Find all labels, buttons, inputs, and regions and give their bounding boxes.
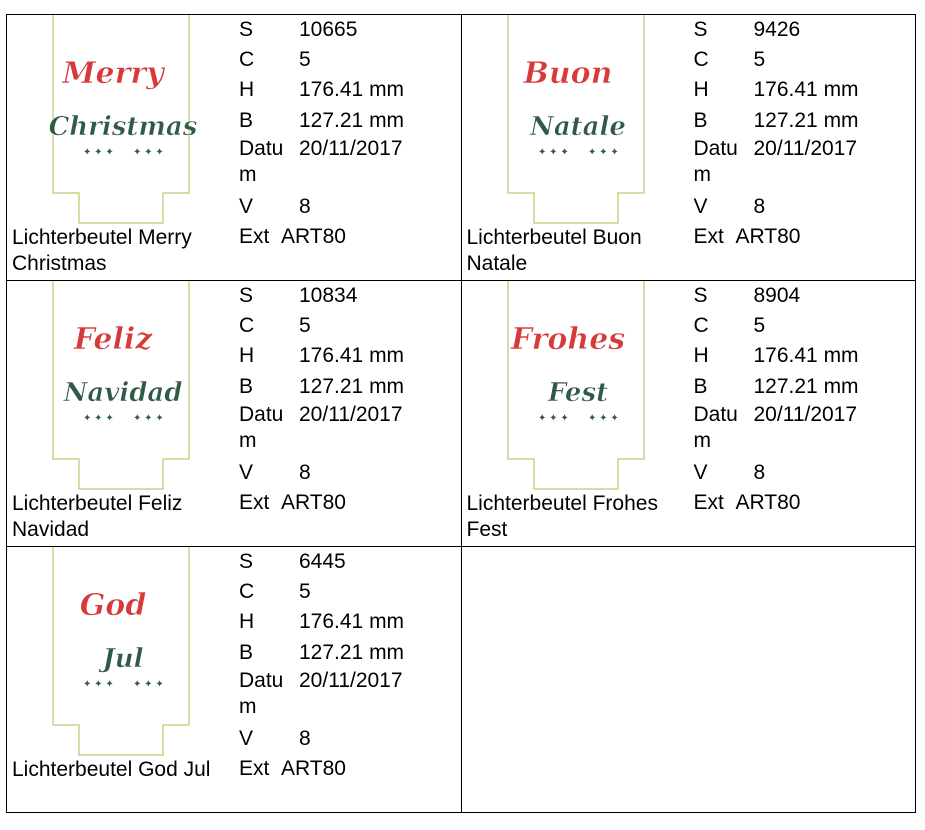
script-word-top: Buon	[523, 56, 612, 91]
design-title: Lichterbeutel Merry Christmas	[12, 226, 192, 275]
date-label: Datu m	[239, 668, 284, 718]
version-value: 8	[753, 460, 766, 484]
stitches-value: 10665	[299, 18, 358, 41]
extension-label: Ext	[239, 225, 270, 249]
colors-value: 5	[753, 48, 766, 72]
height-label: H	[239, 78, 255, 102]
script-word-bottom: Jul	[102, 644, 144, 674]
design-title: Lichterbeutel Feliz Navidad	[12, 492, 183, 541]
svg-text:✦ ✦ ✦: ✦ ✦ ✦	[133, 413, 164, 424]
stitches-label: S	[693, 18, 708, 41]
svg-text:✦ ✦ ✦: ✦ ✦ ✦	[83, 413, 114, 424]
extension-value: ART80	[735, 491, 801, 515]
design-cell	[7, 547, 462, 813]
version-value: 8	[299, 726, 311, 750]
width-label: B	[239, 374, 254, 398]
script-word-bottom: Natale	[529, 112, 626, 142]
width-value: 127.21 mm	[753, 374, 859, 398]
script-word-bottom: Christmas	[48, 112, 198, 142]
design-title: Lichterbeutel Frohes Fest	[466, 492, 658, 541]
script-word-bottom: Fest	[547, 378, 608, 408]
colors-value: 5	[299, 48, 311, 72]
stitches-label: S	[693, 284, 708, 307]
design-cell	[461, 15, 916, 281]
script-word-bottom: Navidad	[63, 378, 183, 408]
stitches-value: 8904	[753, 284, 801, 307]
design-cell	[7, 15, 462, 281]
date-value: 20/11/2017	[753, 136, 858, 160]
svg-text:✦ ✦ ✦: ✦ ✦ ✦	[83, 679, 114, 690]
svg-text:✦ ✦ ✦: ✦ ✦ ✦	[133, 679, 164, 690]
width-label: B	[239, 640, 254, 664]
colors-value: 5	[753, 314, 766, 338]
height-label: H	[693, 78, 709, 102]
sparkle-icon	[538, 413, 619, 424]
width-label: B	[239, 108, 254, 132]
height-value: 176.41 mm	[299, 78, 405, 102]
version-label: V	[239, 726, 254, 750]
design-specs	[694, 281, 859, 518]
version-value: 8	[753, 194, 766, 218]
height-value: 176.41 mm	[753, 344, 859, 368]
version-label: V	[693, 460, 708, 484]
date-value: 20/11/2017	[299, 136, 403, 160]
extension-label: Ext	[693, 225, 724, 249]
svg-text:✦ ✦ ✦: ✦ ✦ ✦	[587, 413, 619, 424]
design-title: Lichterbeutel God Jul	[12, 758, 211, 781]
design-cell	[7, 281, 462, 547]
date-label: Datu m	[239, 402, 284, 452]
width-value: 127.21 mm	[299, 640, 405, 664]
sparkle-icon	[83, 147, 164, 158]
sparkle-icon	[83, 413, 164, 424]
date-value: 20/11/2017	[299, 668, 403, 692]
svg-text:✦ ✦ ✦: ✦ ✦ ✦	[537, 413, 569, 424]
width-label: B	[693, 374, 708, 398]
stitches-label: S	[239, 18, 254, 41]
sparkle-icon	[83, 679, 164, 690]
script-word-top: God	[79, 588, 147, 623]
stitches-value: 6445	[299, 550, 346, 573]
design-specs	[239, 547, 404, 784]
design-title: Lichterbeutel Buon Natale	[466, 226, 642, 275]
date-label: Datu m	[693, 136, 738, 186]
extension-value: ART80	[281, 225, 346, 249]
extension-label: Ext	[239, 757, 270, 781]
height-label: H	[239, 610, 255, 634]
width-label: B	[693, 108, 708, 132]
design-cell	[461, 281, 916, 547]
design-specs	[694, 15, 859, 252]
colors-label: C	[693, 314, 709, 338]
version-value: 8	[299, 194, 311, 218]
script-word-top: Frohes	[510, 322, 625, 357]
svg-text:✦ ✦ ✦: ✦ ✦ ✦	[133, 147, 164, 158]
design-catalog-table	[6, 14, 916, 813]
extension-value: ART80	[735, 225, 801, 249]
svg-text:✦ ✦ ✦: ✦ ✦ ✦	[83, 147, 114, 158]
design-specs	[239, 281, 404, 518]
date-value: 20/11/2017	[753, 402, 858, 426]
date-label: Datu m	[693, 402, 738, 452]
version-value: 8	[299, 460, 311, 484]
height-value: 176.41 mm	[299, 610, 405, 634]
embroidery-preview-image	[468, 15, 668, 225]
sparkle-icon	[538, 147, 619, 158]
height-value: 176.41 mm	[299, 344, 405, 368]
version-label: V	[239, 194, 254, 218]
extension-value: ART80	[281, 491, 346, 515]
date-label: Datu m	[239, 136, 284, 186]
extension-value: ART80	[281, 757, 346, 781]
embroidery-preview-image	[468, 281, 668, 491]
height-label: H	[693, 344, 709, 368]
design-specs	[239, 15, 404, 252]
stitches-value: 10834	[299, 284, 358, 307]
svg-text:✦ ✦ ✦: ✦ ✦ ✦	[587, 147, 619, 158]
embroidery-preview-image	[13, 547, 213, 757]
colors-value: 5	[299, 580, 311, 604]
script-word-top: Feliz	[73, 322, 153, 357]
stitches-value: 9426	[753, 18, 801, 41]
width-value: 127.21 mm	[753, 108, 859, 132]
date-value: 20/11/2017	[299, 402, 403, 426]
height-value: 176.41 mm	[753, 78, 859, 102]
extension-label: Ext	[693, 491, 724, 515]
extension-label: Ext	[239, 491, 270, 515]
stitches-label: S	[239, 550, 254, 573]
colors-label: C	[693, 48, 709, 72]
script-word-top: Merry	[62, 56, 164, 91]
height-label: H	[239, 344, 255, 368]
version-label: V	[239, 460, 254, 484]
colors-label: C	[239, 48, 255, 72]
colors-label: C	[239, 580, 255, 604]
width-value: 127.21 mm	[299, 374, 405, 398]
empty-cell	[461, 547, 916, 813]
version-label: V	[693, 194, 708, 218]
stitches-label: S	[239, 284, 254, 307]
embroidery-preview-image	[13, 15, 213, 225]
svg-text:✦ ✦ ✦: ✦ ✦ ✦	[537, 147, 569, 158]
colors-value: 5	[299, 314, 311, 338]
width-value: 127.21 mm	[299, 108, 405, 132]
embroidery-preview-image	[13, 281, 213, 491]
colors-label: C	[239, 314, 255, 338]
